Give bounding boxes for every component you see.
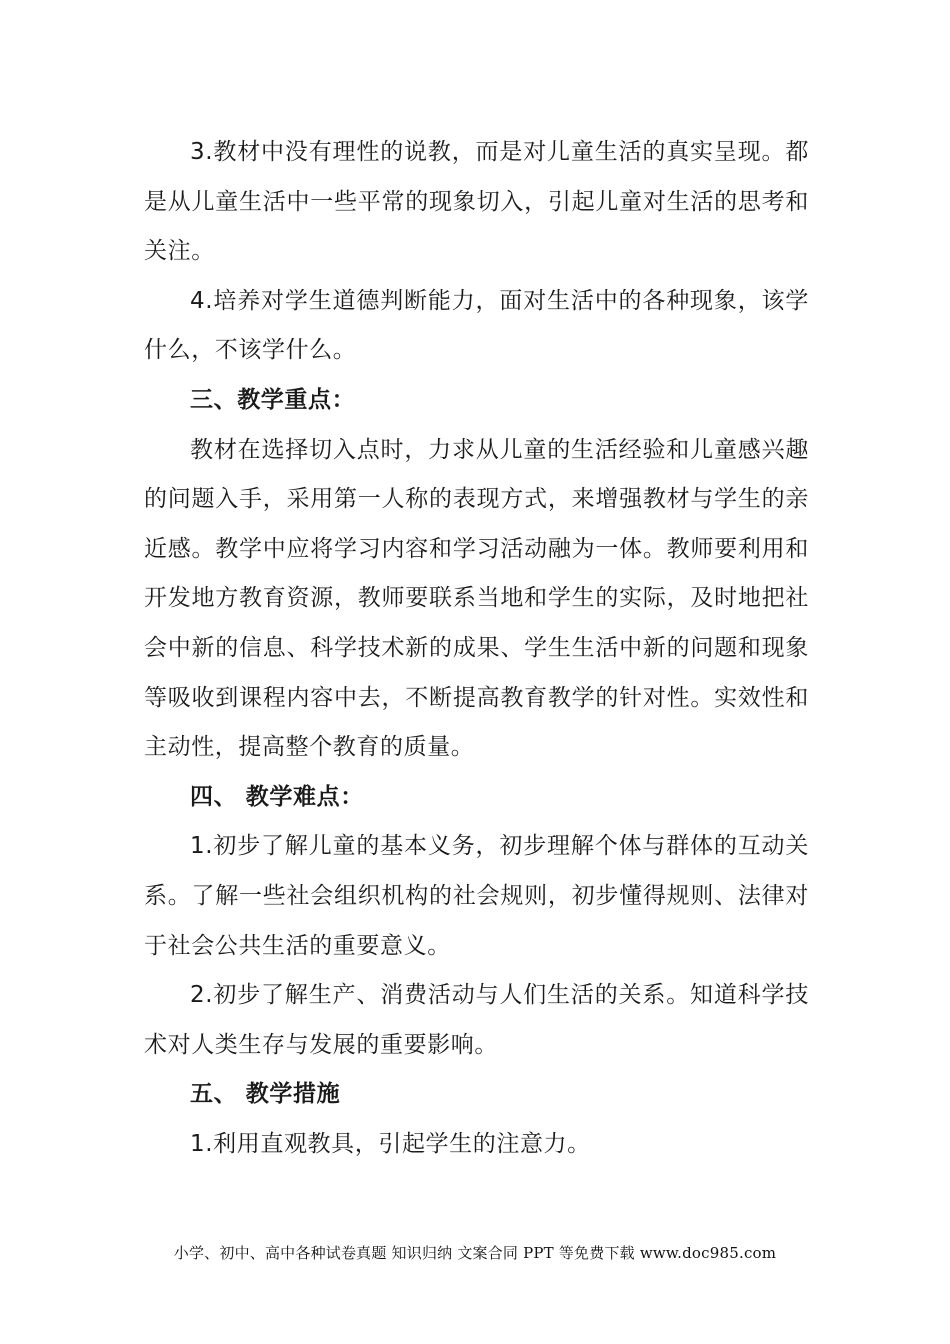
paragraph-difficulty-2: 2.初步了解生产、消费活动与人们生活的关系。知道科学技术对人类生存与发展的重要影响。 [144, 982, 809, 1058]
paragraph-measure-1: 1.利用直观教具，引起学生的注意力。 [190, 1130, 591, 1157]
section-heading-key-points: 三、教学重点： [190, 386, 356, 413]
section-heading-difficulties: 四、 教学难点： [190, 783, 364, 810]
paragraph-difficulty-1: 1.初步了解儿童的基本义务，初步理解个体与群体的互动关系。了解一些社会组织机构的社会规则，初步懂得规则、法律对于社会公共生活的重要意义。 [144, 833, 809, 959]
paragraph-key-points: 教材在选择切入点时，力求从儿童的生活经验和儿童感兴趣的问题入手，采用第一人称的表现方式，来增强教材与学生的亲近感。教学中应将学习内容和学习活动融为一体。教师要利用和开发地方教育资源，教师要联系当地和学生的实际，及时地把社会中新的信息、科学技术新的成果、学生生活中新的问题和现象等吸收到课程内容中去，不断提高教育教学的针对性。实效性和主动性，提高整个教育的质量。 [144, 436, 809, 761]
page-footer: 小学、初中、高中各种试卷真题 知识归纳 文案合同 PPT 等免费下载 www.doc985.com [173, 1244, 777, 1262]
document-body [144, 128, 809, 1169]
paragraph-item-4: 4.培养对学生道德判断能力，面对生活中的各种现象，该学什么，不该学什么。 [144, 287, 809, 364]
section-heading-measures: 五、 教学措施 [190, 1081, 341, 1108]
paragraph-item-3: 3.教材中没有理性的说教，而是对儿童生活的真实呈现。都是从儿童生活中一些平常的现象切入，引起儿童对生活的思考和关注。 [144, 139, 809, 265]
